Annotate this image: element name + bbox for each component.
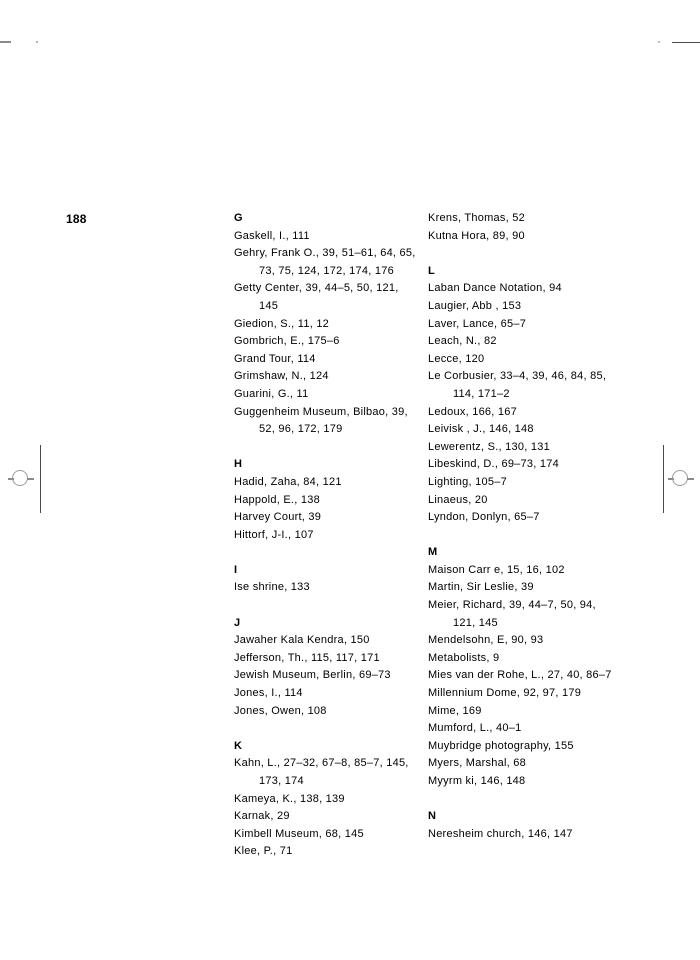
section-spacer — [234, 597, 420, 615]
index-entry: Jewish Museum, Berlin, 69–73 — [234, 669, 391, 682]
section-spacer — [428, 527, 614, 545]
index-entry: Neresheim church, 146, 147 — [428, 827, 573, 840]
index-entry: Kutna Hora, 89, 90 — [428, 229, 525, 242]
index-entry: Laban Dance Notation, 94 — [428, 282, 562, 295]
section-spacer — [234, 439, 420, 457]
index-entry: Krens, Thomas, 52 — [428, 212, 525, 224]
index-entry: Lyndon, Donlyn, 65–7 — [428, 511, 540, 524]
index-entry: Gehry, Frank O., 39, 51–61, 64, 65, 73, 75, 124, 172, 174, 176 — [234, 247, 416, 277]
index-entry: Hittorf, J-I., 107 — [234, 528, 314, 541]
crop-vertical-rule-right-icon — [663, 445, 664, 513]
index-entry: Grand Tour, 114 — [234, 352, 316, 365]
index-entry: Klee, P., 71 — [234, 845, 293, 858]
index-entry: Metabolists, 9 — [428, 651, 500, 664]
index-entry: Lighting, 105–7 — [428, 475, 507, 488]
section-letter-heading: H — [234, 458, 243, 471]
index-entry: Kameya, K., 138, 139 — [234, 792, 345, 805]
index-entry: Muybridge photography, 155 — [428, 739, 574, 752]
index-entry: Linaeus, 20 — [428, 493, 488, 506]
registration-mark-right-icon — [668, 466, 694, 492]
index-entry: Libeskind, D., 69–73, 174 — [428, 458, 560, 471]
index-entry: Kimbell Museum, 68, 145 — [234, 827, 364, 840]
index-entry: Maison Carr e, 15, 16, 102 — [428, 563, 565, 576]
crop-tick-top-left-icon — [0, 41, 11, 43]
index-entry: Lecce, 120 — [428, 352, 485, 365]
index-entry: Mies van der Rohe, L., 27, 40, 86–7 — [428, 669, 612, 682]
index-entry: Gombrich, E., 175–6 — [234, 335, 340, 348]
section-letter-heading: J — [234, 616, 241, 629]
section-letter-heading: G — [234, 212, 243, 224]
registration-circle-icon — [12, 470, 28, 486]
registration-circle-icon — [672, 470, 688, 486]
index-entry: Happold, E., 138 — [234, 493, 320, 506]
index-entry: Leivisk , J., 146, 148 — [428, 423, 534, 436]
index-column-left — [234, 210, 420, 861]
index-entry: Guarini, G., 11 — [234, 387, 309, 400]
crop-vertical-rule-left-icon — [40, 445, 41, 513]
section-letter-heading: K — [234, 739, 243, 752]
section-letter-heading: M — [428, 546, 438, 559]
index-entry: Meier, Richard, 39, 44–7, 50, 94, 121, 145 — [428, 599, 596, 629]
index-entry: Karnak, 29 — [234, 810, 290, 823]
index-entry: Kahn, L., 27–32, 67–8, 85–7, 145, 173, 174 — [234, 757, 409, 787]
index-entry: Giedion, S., 11, 12 — [234, 317, 330, 330]
index-entry: Laver, Lance, 65–7 — [428, 317, 527, 330]
index-entry: Hadid, Zaha, 84, 121 — [234, 475, 342, 488]
index-entry: Grimshaw, N., 124 — [234, 370, 329, 383]
section-letter-heading: N — [428, 810, 437, 823]
index-entry: Mumford, L., 40–1 — [428, 722, 522, 735]
index-entry: Gaskell, I., 111 — [234, 229, 310, 242]
index-entry: Ise shrine, 133 — [234, 581, 310, 594]
section-spacer — [428, 791, 614, 809]
index-entry: Lewerentz, S., 130, 131 — [428, 440, 550, 453]
crop-dot-top-left-icon — [36, 41, 38, 43]
section-letter-heading: L — [428, 264, 435, 277]
index-entry: Jones, I., 114 — [234, 687, 303, 700]
section-spacer — [234, 720, 420, 738]
index-entry: Leach, N., 82 — [428, 335, 497, 348]
index-entry: Millennium Dome, 92, 97, 179 — [428, 687, 582, 700]
page-number: 188 — [66, 212, 87, 226]
index-entry: Laugier, Abb , 153 — [428, 299, 522, 312]
index-column-right — [428, 210, 614, 843]
index-entry: Ledoux, 166, 167 — [428, 405, 518, 418]
index-entry: Jones, Owen, 108 — [234, 704, 327, 717]
registration-bar-right-icon — [27, 478, 34, 480]
index-entry: Mime, 169 — [428, 704, 482, 717]
index-entry: Jawaher Kala Kendra, 150 — [234, 634, 370, 647]
crop-rule-top-right-icon — [672, 42, 700, 43]
index-entry: Le Corbusier, 33–4, 39, 46, 84, 85, 114, 171–2 — [428, 370, 607, 400]
index-entry: Getty Center, 39, 44–5, 50, 121, 145 — [234, 282, 399, 312]
index-entry: Mendelsohn, E, 90, 93 — [428, 634, 544, 647]
section-spacer — [234, 544, 420, 562]
crop-dot-top-right-icon — [658, 41, 660, 43]
index-entry: Harvey Court, 39 — [234, 511, 322, 524]
index-entry: Martin, Sir Leslie, 39 — [428, 581, 534, 594]
section-spacer — [428, 245, 614, 263]
index-entry: Myyrm ki, 146, 148 — [428, 775, 526, 787]
index-entry: Jefferson, Th., 115, 117, 171 — [234, 651, 380, 664]
section-letter-heading: I — [234, 563, 238, 576]
index-entry: Myers, Marshal, 68 — [428, 757, 527, 770]
registration-bar-right-icon — [687, 478, 694, 480]
registration-mark-left-icon — [8, 466, 34, 492]
index-entry: Guggenheim Museum, Bilbao, 39, 52, 96, 172, 179 — [234, 405, 408, 436]
